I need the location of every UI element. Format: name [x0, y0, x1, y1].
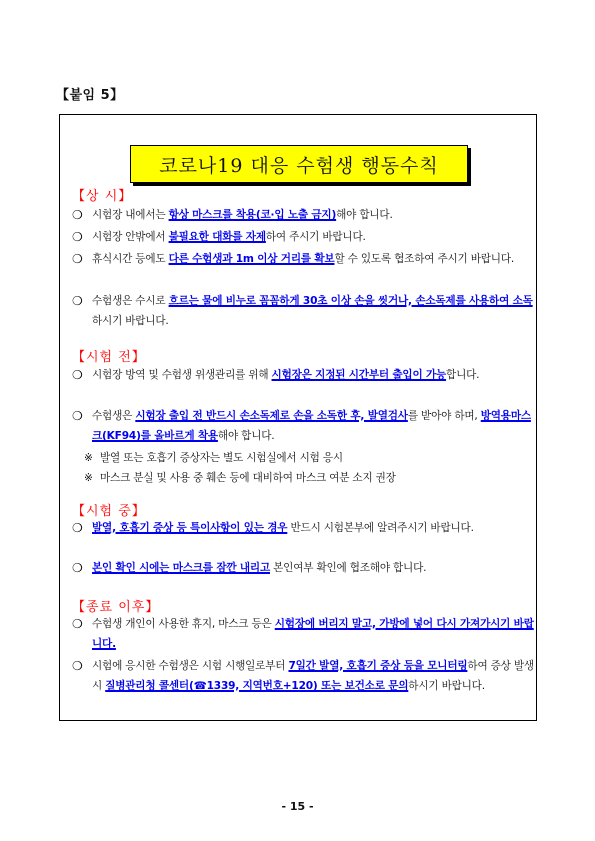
- list-item: ❍ 시험에 응시한 수험생은 시험 시행일로부터 7일간 발열, 호흡기 증상 등을 모니터링하여 증상 발생 시 질병관리청 콜센터(☎1339, 지역번호+120) 또는 보건소로 문의하시기 바랍니다.: [72, 656, 534, 696]
- list-item: ❍ 수험생은 시험장 출입 전 반드시 손소독제로 손을 소독한 후, 발열검사를 받아야 하며, 방역용마스크(KF94)를 올바르게 착용해야 합니다.: [72, 406, 534, 446]
- circle-bullet-icon: ❍: [72, 252, 83, 266]
- section-heading-always: 【상 시】: [72, 189, 133, 204]
- section-heading-before: 【시험 전】: [72, 350, 146, 365]
- list-item: ❍ 수험생은 수시로 흐르는 물에 비누로 꼼꼼하게 30초 이상 손을 씻거나, 손소독제를 사용하여 소독하시기 바랍니다.: [72, 291, 534, 331]
- circle-bullet-icon: ❍: [72, 368, 83, 382]
- reference-mark-icon: ※: [84, 452, 93, 464]
- circle-bullet-icon: ❍: [72, 409, 83, 423]
- note-line: ※ 마스크 분실 및 사용 중 훼손 등에 대비하여 마스크 여분 소지 권장: [84, 468, 524, 488]
- list-item: ❍ 수험생 개인이 사용한 휴지, 마스크 등은 시험장에 버리지 말고, 가방에 넣어 다시 가져가시기 바랍니다.: [72, 614, 534, 654]
- list-item: ❍ 본인 확인 시에는 마스크를 잠깐 내리고 본인여부 확인에 협조해야 합니다.: [72, 558, 534, 578]
- list-item: ❍ 휴식시간 등에도 다른 수험생과 1m 이상 거리를 확보할 수 있도록 협조하여 주시기 바랍니다.: [72, 249, 534, 269]
- page-number: - 15 -: [281, 800, 314, 813]
- circle-bullet-icon: ❍: [72, 561, 83, 575]
- circle-bullet-icon: ❍: [72, 230, 83, 244]
- circle-bullet-icon: ❍: [72, 294, 83, 308]
- circle-bullet-icon: ❍: [72, 208, 83, 222]
- section-heading-during: 【시험 중】: [72, 504, 146, 519]
- document-title: 코로나19 대응 수험생 행동수칙: [130, 145, 468, 183]
- section-heading-after: 【종료 이후】: [72, 600, 160, 615]
- circle-bullet-icon: ❍: [72, 617, 83, 631]
- list-item: ❍ 시험장 안밖에서 불필요한 대화를 자제하여 주시기 바랍니다.: [72, 227, 534, 247]
- list-item: ❍ 시험장 내에서는 항상 마스크를 착용(코·입 노출 금지)해야 합니다.: [72, 205, 534, 225]
- list-item: ❍ 시험장 방역 및 수험생 위생관리를 위해 시험장은 지정된 시간부터 출입이 가능합니다.: [72, 365, 534, 385]
- note-line: ※ 발열 또는 호흡기 증상자는 별도 시험실에서 시험 응시: [84, 448, 524, 468]
- circle-bullet-icon: ❍: [72, 659, 83, 673]
- reference-mark-icon: ※: [84, 472, 93, 484]
- list-item: ❍ 발열, 호흡기 증상 등 특이사항이 있는 경우 반드시 시험본부에 알려주시기 바랍니다.: [72, 518, 534, 538]
- circle-bullet-icon: ❍: [72, 521, 83, 535]
- attachment-label: 【붙임 5】: [56, 88, 124, 103]
